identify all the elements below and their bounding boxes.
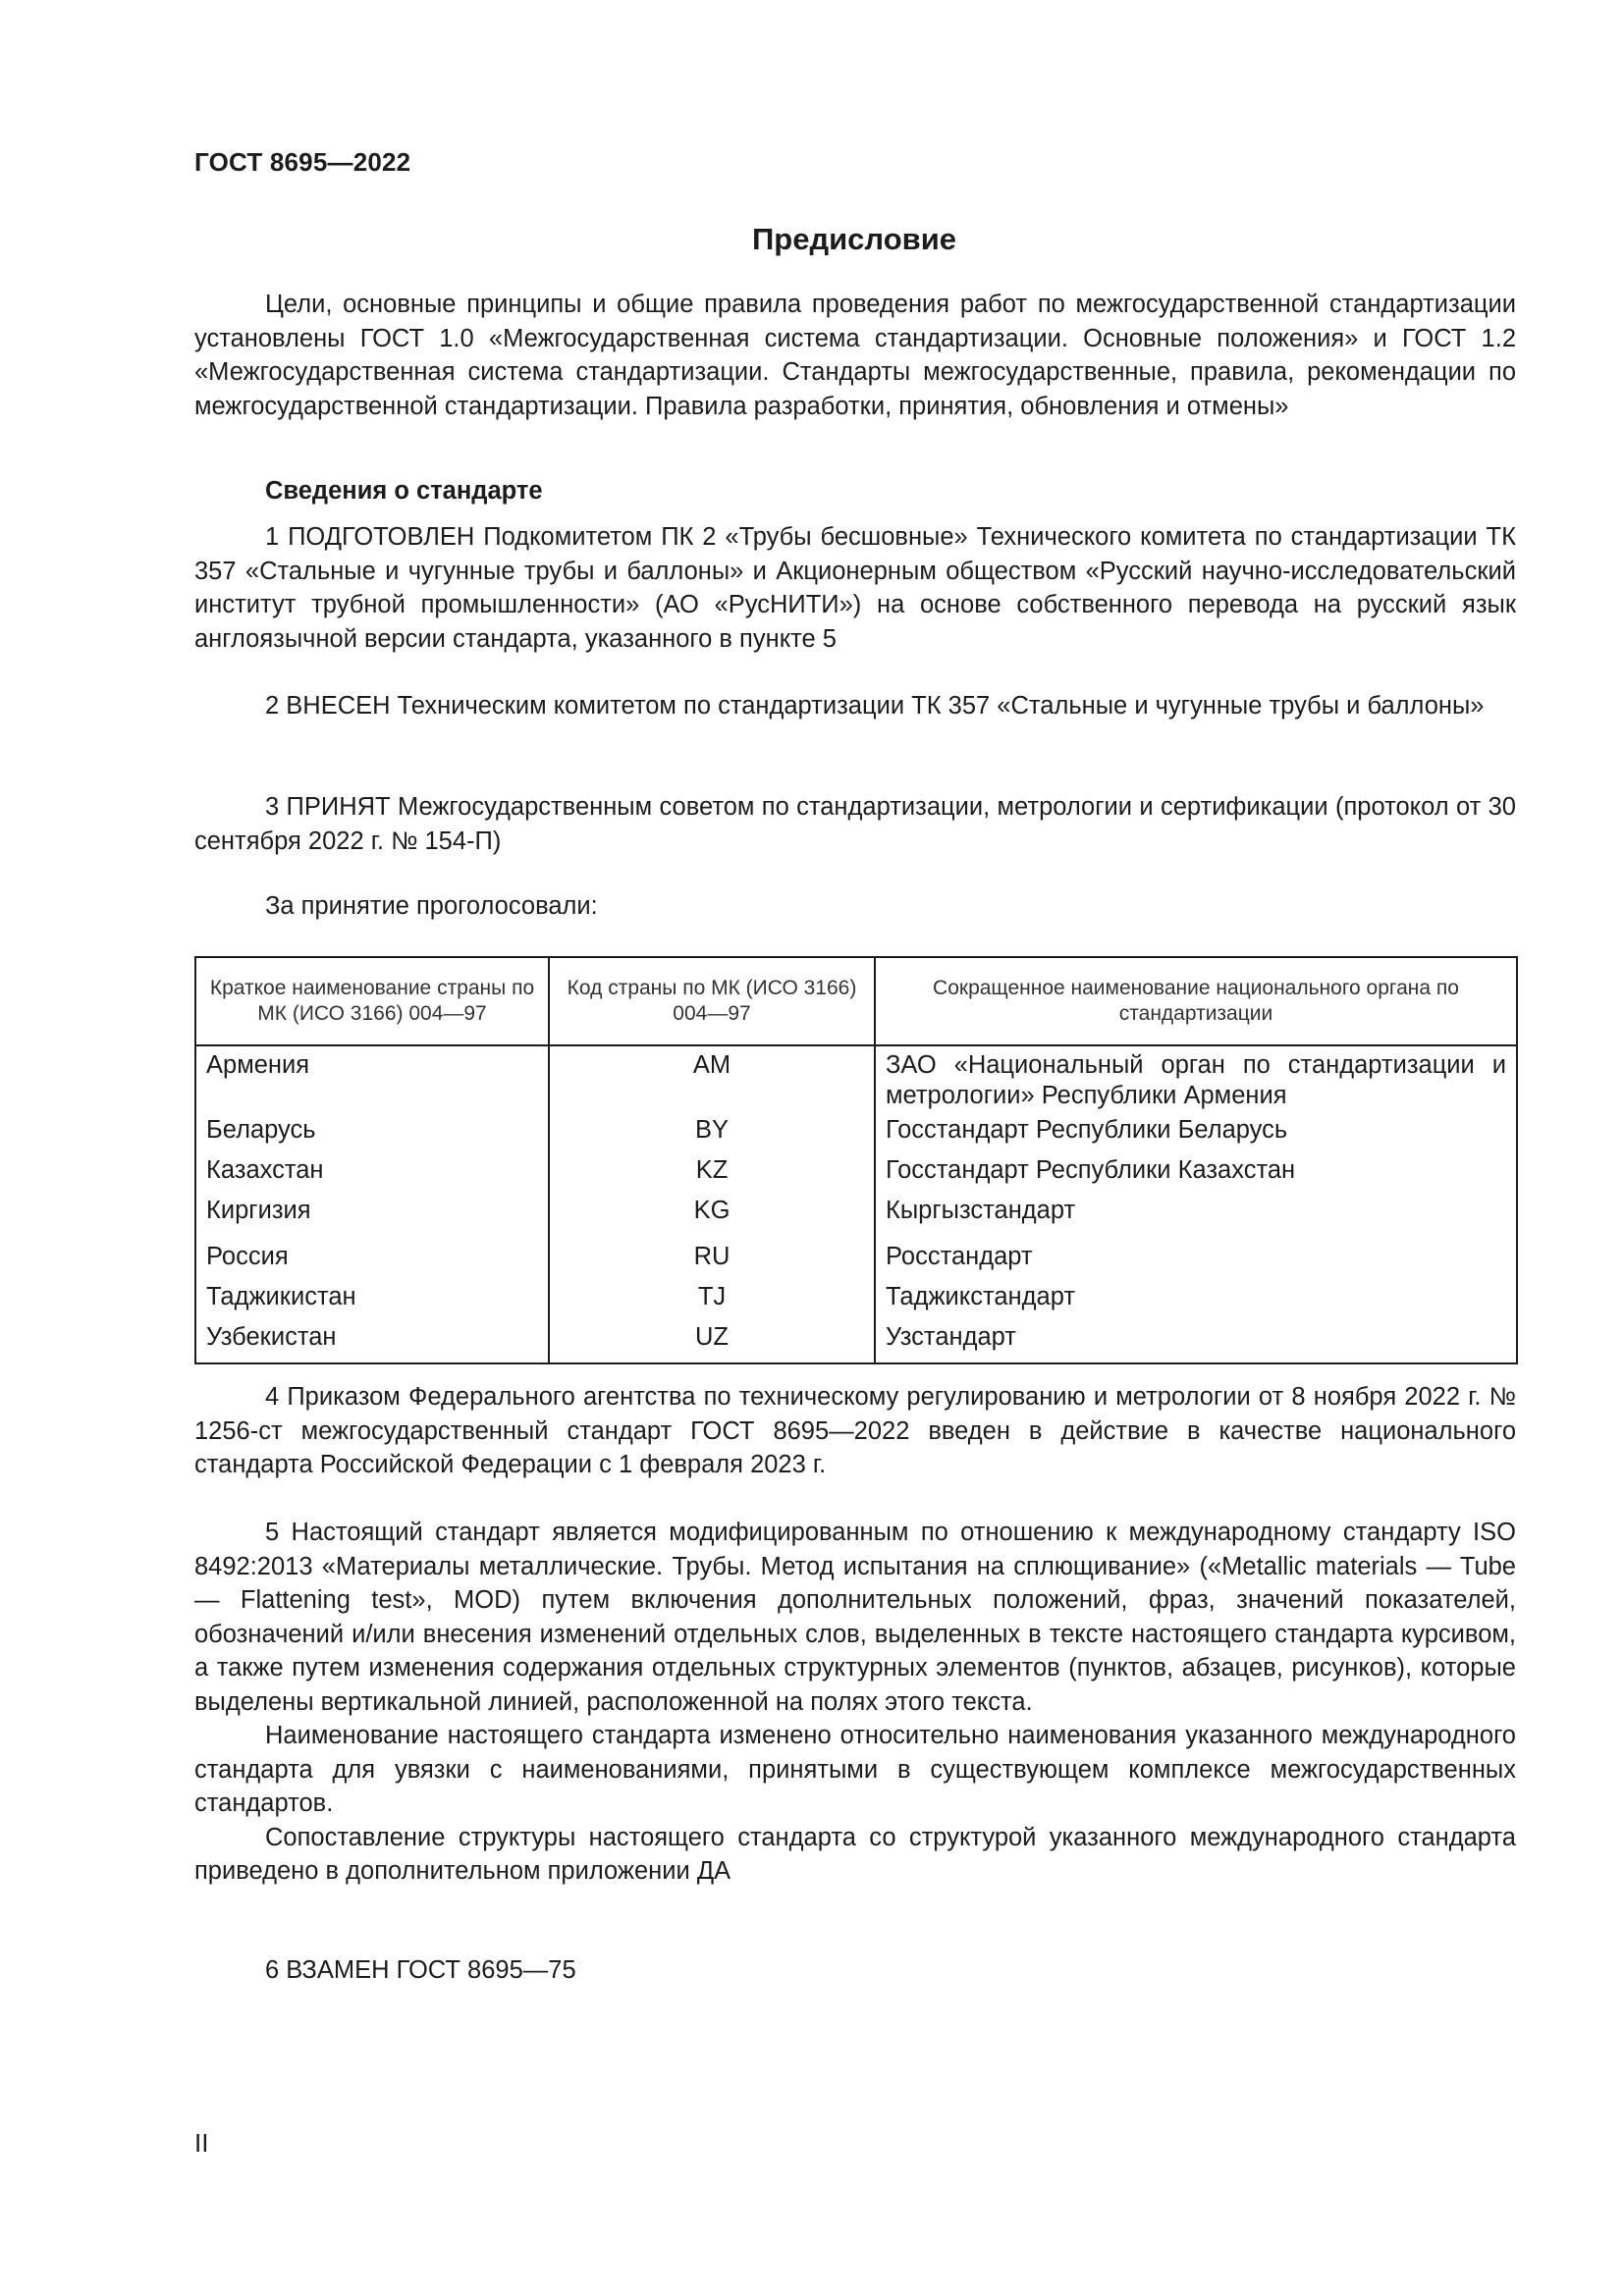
item-6: [194, 1953, 1516, 1988]
header-code: Код страны по МК (ИСО 3166) 004—97: [549, 957, 875, 1045]
item-6-text: 6 ВЗАМЕН ГОСТ 8695—75: [265, 1956, 576, 1984]
cell-country: Беларусь: [195, 1115, 549, 1155]
table-row: [195, 1242, 1517, 1282]
voted-text: За принятие проголосовали:: [265, 892, 598, 920]
header-country: Краткое наименование страны по МК (ИСО 3166) 004—97: [195, 957, 549, 1045]
table-row: [195, 1155, 1517, 1196]
cell-country: Узбекистан: [195, 1322, 549, 1363]
table-row: [195, 1045, 1517, 1115]
header-national-body: Сокращенное наименование национального органа по стандартизации: [875, 957, 1517, 1045]
cell-national-body: Госстандарт Республики Беларусь: [875, 1115, 1517, 1155]
table-header-row: [195, 957, 1517, 1045]
cell-code: AM: [549, 1045, 875, 1115]
voting-table: [194, 956, 1518, 1364]
cell-national-body: Узстандарт: [875, 1322, 1517, 1363]
item-3: [194, 790, 1516, 858]
item-4-text: 4 Приказом Федерального агентства по техническому регулированию и метрологии от 8 ноября 2022 г. № 1256-ст межгосударственный стандарт ГОСТ 8695—2022 введен в действие в качестве национального стандарта Российской Федерации с 1 февраля 2023 г.: [194, 1383, 1516, 1478]
cell-code: UZ: [549, 1322, 875, 1363]
item-1: [194, 520, 1516, 656]
item-3-text: 3 ПРИНЯТ Межгосударственным советом по стандартизации, метрологии и сертификации (протокол от 30 сентября 2022 г. № 154-П): [194, 793, 1516, 855]
item-1-text: 1 ПОДГОТОВЛЕН Подкомитетом ПК 2 «Трубы бесшовные» Технического комитета по стандартизации ТК 357 «Стальные и чугунные трубы и баллоны» и Акционерным обществом «Русский научно-исследовательский институт трубной промышленности» (АО «РусНИТИ») на основе собственного перевода на русский язык англоязычной версии стандарта, указанного в пункте 5: [194, 523, 1516, 653]
item-2: [194, 689, 1516, 723]
cell-code: RU: [549, 1242, 875, 1282]
cell-national-body: Кыргызстандарт: [875, 1196, 1517, 1242]
item-5: [194, 1516, 1516, 1889]
cell-national-body: Госстандарт Республики Казахстан: [875, 1155, 1517, 1196]
table-row: [195, 1282, 1517, 1322]
intro-paragraph: [194, 288, 1516, 423]
cell-country: Таджикистан: [195, 1282, 549, 1322]
page-title: Предисловие: [751, 222, 956, 256]
page-number: II: [194, 2128, 209, 2158]
cell-code: BY: [549, 1115, 875, 1155]
cell-code: KG: [549, 1196, 875, 1242]
cell-country: Армения: [195, 1045, 549, 1115]
item-5-text-a: 5 Настоящий стандарт является модифицированным по отношению к международному стандарту ISO 8492:2013 «Материалы металлические. Трубы. Метод испытания на сплющивание» («Metallic materials — Tube — Flattening test», MOD) путем включения дополнительных положений, фраз, значений показателей, обозначений и/или внесения изменений отдельных слов, выделенных в тексте настоящего стандарта курсивом, а также путем изменения содержания отдельных структурных элементов (пунктов, абзацев, рисунков), которые выделены вертикальной линией, расположенной на полях этого текста.: [194, 1519, 1516, 1716]
cell-national-body: Росстандарт: [875, 1242, 1517, 1282]
cell-code: TJ: [549, 1282, 875, 1322]
voted-label: [194, 889, 1516, 924]
cell-code: KZ: [549, 1155, 875, 1196]
section-subheading: Сведения о стандарте: [265, 477, 543, 505]
item-2-text: 2 ВНЕСЕН Техническим комитетом по стандартизации ТК 357 «Стальные и чугунные трубы и баллоны»: [265, 692, 1485, 720]
intro-text: Цели, основные принципы и общие правила проведения работ по межгосударственной стандартизации установлены ГОСТ 1.0 «Межгосударственная система стандартизации. Основные положения» и ГОСТ 1.2 «Межгосударственная система стандартизации. Стандарты межгосударственные, правила, рекомендации по межгосударственной стандартизации. Правила разработки, принятия, обновления и отмены»: [194, 291, 1516, 420]
table-row: [195, 1322, 1517, 1363]
cell-national-body: ЗАО «Национальный орган по стандартизации и метрологии» Республики Армения: [875, 1045, 1517, 1115]
document-code: ГОСТ 8695—2022: [194, 147, 411, 177]
cell-country: Россия: [195, 1242, 549, 1282]
table-row: [195, 1196, 1517, 1242]
item-4: [194, 1380, 1516, 1482]
cell-national-body: Таджикстандарт: [875, 1282, 1517, 1322]
item-5-text-b: Наименование настоящего стандарта изменено относительно наименования указанного международного стандарта для увязки с наименованиями, принятыми в существующем комплексе межгосударственных стандартов.: [194, 1722, 1516, 1817]
item-5-text-c: Сопоставление структуры настоящего стандарта со структурой указанного международного стандарта приведено в дополнительном приложении ДА: [194, 1823, 1516, 1885]
cell-country: Казахстан: [195, 1155, 549, 1196]
cell-country: Киргизия: [195, 1196, 549, 1242]
table-row: [195, 1115, 1517, 1155]
